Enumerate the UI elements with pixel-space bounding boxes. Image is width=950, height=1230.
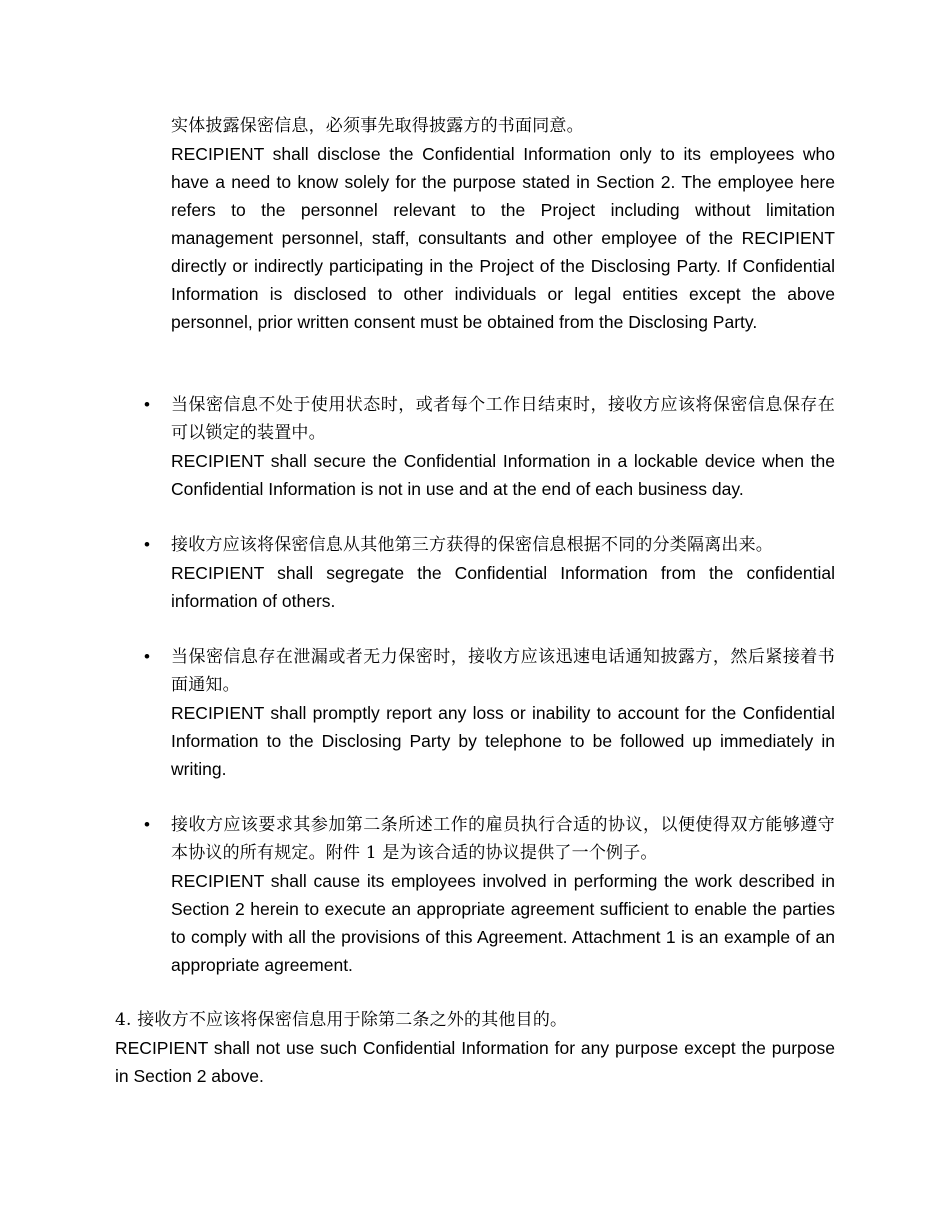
- bullet-en-text: RECIPIENT shall cause its employees involved in performing the work described in Section 2 herein to execute an appropriate agreement sufficient to enable the parties to comply with all the provisions of this Agreement. Attachment 1 is an example of an appropriate agreement.: [171, 871, 835, 975]
- bullet-item-segregate: [144, 531, 835, 615]
- bullet-item-report-loss: [144, 643, 835, 783]
- section-4-clause: [115, 1006, 835, 1090]
- bullet-cn-text: 当保密信息存在泄漏或者无力保密时，接收方应该迅速电话通知披露方，然后紧接着书面通知。: [171, 647, 835, 695]
- intro-cn-text: 实体披露保密信息，必须事先取得披露方的书面同意。: [171, 116, 584, 136]
- bullet-marker: •: [144, 395, 150, 414]
- bullet-marker: •: [144, 815, 150, 834]
- bullet-item-employee-agreement: [144, 811, 835, 979]
- bullet-cn-text: 当保密信息不处于使用状态时，或者每个工作日结束时，接收方应该将保密信息保存在可以锁定的装置中。: [171, 395, 835, 443]
- section-4-cn-text: 4. 接收方不应该将保密信息用于除第二条之外的其他目的。: [115, 1010, 568, 1030]
- bullet-marker: •: [144, 535, 150, 554]
- bullet-cn-text: 接收方应该将保密信息从其他第三方获得的保密信息根据不同的分类隔离出来。: [171, 535, 773, 555]
- intro-clause: [171, 112, 835, 336]
- section-4-en-text: RECIPIENT shall not use such Confidential Information for any purpose except the purpose in Section 2 above.: [115, 1038, 835, 1086]
- bullet-en-text: RECIPIENT shall promptly report any loss or inability to account for the Confidential Information to the Disclosing Party by telephone to be followed up immediately in writing.: [171, 703, 835, 779]
- bullet-marker: •: [144, 647, 150, 666]
- intro-en-text: RECIPIENT shall disclose the Confidential Information only to its employees who have a need to know solely for the purpose stated in Section 2. The employee here refers to the personnel relevant to the Project including without limitation management personnel, staff, consultants and other employee of the RECIPIENT directly or indirectly participating in the Project of the Disclosing Party. If Confidential Information is disclosed to other individuals or legal entities except the above personnel, prior written consent must be obtained from the Disclosing Party.: [171, 144, 835, 332]
- bullet-en-text: RECIPIENT shall segregate the Confidential Information from the confidential information of others.: [171, 563, 835, 611]
- bullet-en-text: RECIPIENT shall secure the Confidential Information in a lockable device when the Confidential Information is not in use and at the end of each business day.: [171, 451, 835, 499]
- bullet-cn-text: 接收方应该要求其参加第二条所述工作的雇员执行合适的协议，以便使得双方能够遵守本协议的所有规定。附件 1 是为该合适的协议提供了一个例子。: [171, 815, 835, 863]
- bullet-item-lockable-device: [144, 391, 835, 503]
